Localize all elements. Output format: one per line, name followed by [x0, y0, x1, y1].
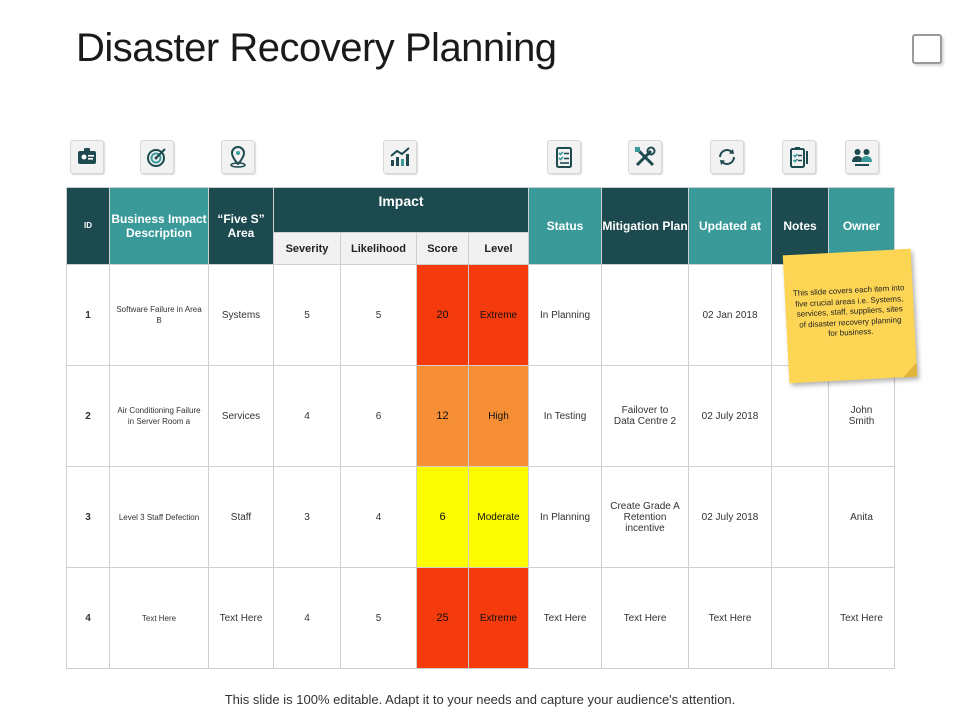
row-owner: Anita: [829, 467, 895, 568]
tools-icon: [628, 140, 662, 174]
row-updated: 02 Jan 2018: [689, 265, 772, 366]
refresh-icon: [710, 140, 744, 174]
table-row: [67, 265, 895, 366]
row-status: In Planning: [529, 467, 602, 568]
target-icon: [140, 140, 174, 174]
row-score: 12: [417, 366, 469, 467]
growth-chart-icon: [383, 140, 417, 174]
row-updated: 02 July 2018: [689, 467, 772, 568]
sticky-note: This slide covers each item into five crucial areas i.e. Systems, services, staff, suppliers, sites of disaster recovery planning for business.: [783, 249, 918, 384]
row-severity: 4: [274, 366, 341, 467]
location-pin-icon: [221, 140, 255, 174]
row-level: Extreme: [469, 265, 529, 366]
page-title: Disaster Recovery Planning: [76, 26, 557, 70]
row-mitigation: Create Grade A Retention incentive: [602, 467, 689, 568]
row-description: Text Here: [110, 568, 209, 669]
row-area: Staff: [209, 467, 274, 568]
row-likelihood: 5: [341, 568, 417, 669]
row-score: 20: [417, 265, 469, 366]
row-severity: 5: [274, 265, 341, 366]
header-level: Level: [469, 233, 529, 265]
header-area: “Five S” Area: [209, 188, 274, 265]
row-id: 4: [67, 568, 110, 669]
row-status: Text Here: [529, 568, 602, 669]
row-id: 2: [67, 366, 110, 467]
checklist-icon: [547, 140, 581, 174]
row-severity: 3: [274, 467, 341, 568]
row-severity: 4: [274, 568, 341, 669]
row-description: Level 3 Staff Defection: [110, 467, 209, 568]
id-card-icon: [70, 140, 104, 174]
header-status: Status: [529, 188, 602, 265]
row-likelihood: 4: [341, 467, 417, 568]
row-area: Systems: [209, 265, 274, 366]
row-score: 25: [417, 568, 469, 669]
row-level: Moderate: [469, 467, 529, 568]
header-id: ID: [67, 188, 110, 265]
header-mitigation: Mitigation Plan: [602, 188, 689, 265]
table-row: [67, 568, 895, 669]
row-owner: Text Here: [829, 568, 895, 669]
header-severity: Severity: [274, 233, 341, 265]
table-row: [67, 366, 895, 467]
row-level: High: [469, 366, 529, 467]
risk-table: [66, 187, 895, 669]
row-area: Text Here: [209, 568, 274, 669]
row-likelihood: 5: [341, 265, 417, 366]
row-score: 6: [417, 467, 469, 568]
team-icon: [845, 140, 879, 174]
header-updated: Updated at: [689, 188, 772, 265]
row-mitigation: Text Here: [602, 568, 689, 669]
corner-box: [912, 34, 942, 64]
row-status: In Testing: [529, 366, 602, 467]
header-owner: Owner: [829, 188, 895, 265]
header-impact: Impact: [274, 188, 529, 233]
footer-text: This slide is 100% editable. Adapt it to your needs and capture your audience's attention.: [224, 692, 736, 707]
notes-clipboard-icon: [782, 140, 816, 174]
header-description: Business Impact Description: [110, 188, 209, 265]
row-description: Air Conditioning Failure in Server Room a: [110, 366, 209, 467]
row-description: Software Failure in Area B: [110, 265, 209, 366]
row-id: 1: [67, 265, 110, 366]
row-mitigation: Failover to Data Centre 2: [602, 366, 689, 467]
row-area: Services: [209, 366, 274, 467]
header-notes: Notes: [772, 188, 829, 265]
row-updated: Text Here: [689, 568, 772, 669]
header-likelihood: Likelihood: [341, 233, 417, 265]
row-mitigation: [602, 265, 689, 366]
row-notes: [772, 568, 829, 669]
row-id: 3: [67, 467, 110, 568]
row-level: Extreme: [469, 568, 529, 669]
row-likelihood: 6: [341, 366, 417, 467]
row-notes: [772, 467, 829, 568]
header-score: Score: [417, 233, 469, 265]
row-status: In Planning: [529, 265, 602, 366]
table-row: [67, 467, 895, 568]
row-updated: 02 July 2018: [689, 366, 772, 467]
row-owner: John Smith: [829, 366, 895, 467]
